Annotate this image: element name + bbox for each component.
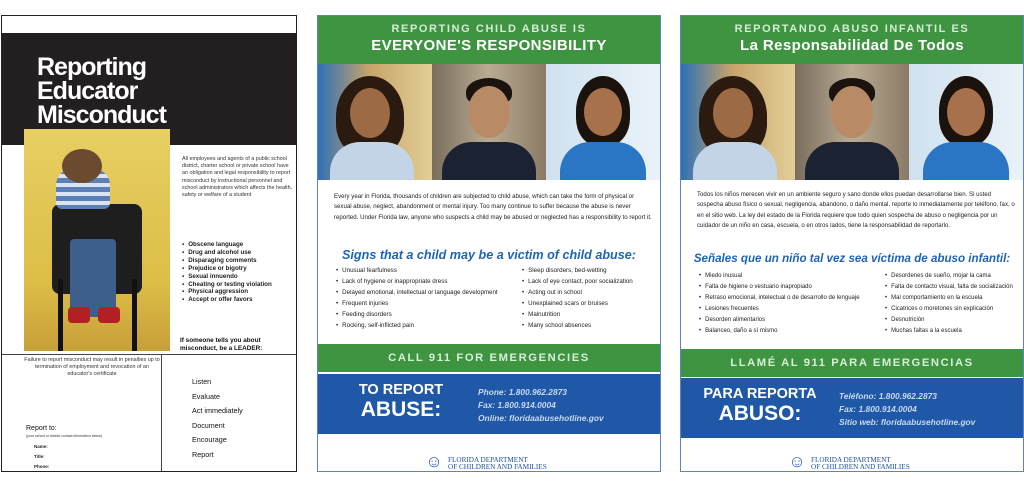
divider	[2, 354, 296, 355]
face-shape	[947, 88, 985, 136]
agency-name-line: OF CHILDREN AND FAMILIES	[811, 463, 910, 471]
list-item: ▪ Sexual innuendo	[182, 273, 272, 281]
header-title: EVERYONE'S RESPONSIBILITY	[371, 37, 607, 54]
leader-initial: L	[192, 377, 196, 386]
to-report-line: TO REPORT	[358, 382, 444, 398]
agency-logo	[681, 452, 1023, 472]
list-item: • Rocking, self-inflicted pain	[336, 321, 506, 332]
list-item: • Unexplained scars or bruises	[522, 299, 658, 310]
fax-number: Fax: 1.800.914.0004	[478, 400, 556, 410]
title-line: Misconduct	[37, 101, 166, 129]
leader-initial: R	[192, 449, 198, 459]
list-item: • Acting out in school	[522, 288, 658, 299]
agency-name-line: FLORIDA DEPARTMENT	[448, 456, 528, 464]
signs-list-left	[336, 266, 506, 331]
signs-heading: Signs that a child may be a victim of child abuse:	[342, 248, 636, 262]
list-item: • Retraso emocional, intelectual o de desarrollo de lenguaje	[699, 293, 879, 304]
list-item: • Delayed emotional, intellectual or language development	[336, 288, 506, 299]
to-report-heading	[326, 383, 476, 421]
to-report-line: PARA REPORTA	[703, 386, 817, 402]
leader-rest: eport	[197, 449, 214, 459]
signs-heading: Señales que un niño tal vez sea víctima de abuso infantil:	[693, 252, 1011, 265]
face-shape	[468, 86, 510, 138]
photo-woman-curly-hair	[681, 64, 795, 180]
header-title: La Responsabilidad De Todos	[740, 37, 964, 54]
list-item: • Lesiones frecuentes	[699, 304, 879, 315]
agency-name	[811, 457, 910, 471]
poster-title	[37, 55, 166, 127]
child-abuse-poster-spanish	[680, 15, 1024, 472]
phone-field-label: Phone:	[34, 464, 50, 469]
list-item: • Lack of hygiene or inappropriate dress	[336, 277, 506, 288]
emergency-banner: CALL 911 FOR EMERGENCIES	[318, 344, 660, 372]
title-line: Educator	[37, 77, 138, 105]
title-field-label: Title:	[34, 454, 45, 459]
leader-initial: E	[192, 435, 197, 444]
agency-name-line: OF CHILDREN AND FAMILIES	[448, 463, 547, 471]
list-item: • Falta de contacto visual, falta de socialización	[885, 282, 1023, 293]
educator-misconduct-poster	[1, 15, 297, 472]
shoe-shape	[98, 307, 120, 323]
header-supertitle: REPORTANDO ABUSO INFANTIL ES	[734, 23, 970, 35]
phone-number: Teléfono: 1.800.962.2873	[839, 391, 937, 401]
poster-header-band	[318, 16, 660, 64]
title-line: Reporting	[37, 53, 147, 81]
photo-nurse	[909, 64, 1023, 180]
family-figures-icon: ☺	[788, 452, 806, 471]
failure-note: Failure to report misconduct may result in penalties up to termination of employment and revocation of an educator's certificate	[24, 357, 160, 377]
misconduct-list	[182, 241, 272, 304]
face-shape	[713, 88, 753, 138]
torso-shape	[330, 142, 414, 180]
leader-acronym-list	[192, 375, 243, 462]
torso-shape	[805, 142, 899, 180]
fax-number: Fax: 1.800.914.0004	[839, 404, 917, 414]
to-report-heading	[685, 387, 835, 425]
leader-initial: D	[192, 420, 198, 430]
torso-shape	[693, 142, 777, 180]
signs-list-left	[699, 271, 879, 336]
face-shape	[350, 88, 390, 138]
leader-rest: isten	[196, 377, 212, 386]
list-item: ▪ Physical aggression	[182, 288, 272, 296]
online-address: Online: floridaabusehotline.gov	[478, 413, 604, 423]
photo-strip	[318, 64, 660, 180]
report-to-subtext: (your school or district contact information below)	[26, 434, 103, 438]
list-item: • Falta de higiene o vestuario inapropiado	[699, 282, 879, 293]
phone-number: Phone: 1.800.962.2873	[478, 387, 567, 397]
leader-rest: ct immediately	[196, 406, 243, 415]
header-supertitle: REPORTING CHILD ABUSE IS	[391, 23, 587, 35]
divider	[161, 354, 162, 472]
abuse-line: ABUSE:	[360, 398, 442, 421]
photo-strip	[681, 64, 1023, 180]
photo-police-officer	[432, 64, 546, 180]
list-item: ▪ Obscene language	[182, 241, 272, 249]
intro-paragraph: Todos los niños merecen vivir en un ambiente seguro y sano donde ellos puedan desarrollarse bien. Si usted sospecha abuso físico o sexual, negligencia, abandono, o daño mental, reporte lo inmediatamente por teléfono, fax, o en el sitio web. La ley del estado de la Florida requiere que todo quien sospecha de abuso o negligencia por un cuidador de un niño en casa, escuela, o en otros lados, tiene la responsabilidad de reportarlo.	[697, 191, 1015, 229]
leader-item	[192, 419, 243, 434]
photo-woman-curly-hair	[318, 64, 432, 180]
contact-details	[478, 386, 604, 425]
child-on-chair-photo	[24, 129, 170, 351]
report-contact-panel	[318, 374, 660, 434]
emergency-banner: LLAMÉ AL 911 PARA EMERGENCIAS	[681, 349, 1023, 377]
list-item: • Miedo inusual	[699, 271, 879, 282]
agency-logo	[318, 452, 660, 472]
list-item: • Balanceo, daño a sí mismo	[699, 326, 879, 337]
child-abuse-poster-english	[317, 15, 661, 472]
list-item: • Feeding disorders	[336, 310, 506, 321]
list-item: • Desordenes de sueño, mojar la cama	[885, 271, 1023, 282]
report-contact-panel	[681, 378, 1023, 438]
online-address: Sitio web: floridaabusehotline.gov	[839, 417, 976, 427]
list-item: ▪ Prejudice or bigotry	[182, 265, 272, 273]
list-item: • Cicatrices o moretones sin explicación	[885, 304, 1023, 315]
list-item: ▪ Drug and alcohol use	[182, 249, 272, 257]
list-item: • Mal comportamiento en la escuela	[885, 293, 1023, 304]
list-item: • Lack of eye contact, poor socialization	[522, 277, 658, 288]
signs-list-right	[885, 271, 1023, 336]
leader-rest: ocument	[197, 420, 225, 430]
photo-police-officer	[795, 64, 909, 180]
torso-shape	[560, 142, 646, 180]
leader-rest: ncourage	[196, 435, 227, 444]
child-head-shape	[62, 149, 102, 183]
signs-list-right	[522, 266, 658, 331]
abuse-line: ABUSO:	[718, 402, 802, 425]
name-field-label: Name:	[34, 444, 48, 449]
leader-rest: valuate	[196, 391, 220, 401]
leader-prompt: If someone tells you about misconduct, be a LEADER:	[180, 337, 263, 352]
list-item: • Sleep disorders, bed-wetting	[522, 266, 658, 277]
poster-header-band	[681, 16, 1023, 64]
chair-leg-shape	[58, 279, 63, 351]
list-item: • Many school absences	[522, 321, 658, 332]
list-item: ▪ Cheating or testing violation	[182, 281, 272, 289]
face-shape	[831, 86, 873, 138]
list-item: • Desorden alimentarios	[699, 315, 879, 326]
child-legs-shape	[70, 239, 116, 317]
torso-shape	[923, 142, 1009, 180]
agency-name-line: FLORIDA DEPARTMENT	[811, 456, 891, 464]
intro-paragraph: Every year in Florida, thousands of children are subjected to child abuse, which can take the form of physical or sexual abuse, neglect, abandonment or mental injury. Too many continue to suffer because the abuse is never reported. Under Florida law, anyone who suspects a child may be abused or neglected has a responsibility to report it.	[334, 193, 652, 221]
leader-item	[192, 390, 243, 405]
list-item: ▪ Accept or offer favors	[182, 296, 272, 304]
face-shape	[584, 88, 622, 136]
leader-item	[192, 375, 243, 390]
list-item: • Unusual fearfulness	[336, 266, 506, 277]
photo-nurse	[546, 64, 660, 180]
leader-item	[192, 404, 243, 419]
list-item: • Muchas faltas a la escuela	[885, 326, 1023, 337]
family-figures-icon: ☺	[425, 452, 443, 471]
shoe-shape	[68, 307, 90, 323]
contact-details	[839, 390, 975, 429]
leader-initial: A	[192, 406, 197, 415]
obligation-text: All employees and agents of a public school district, charter school or private school have an obligation and legal responsibility to report misconduct by instructional personnel and school administrators which affects the health, safety or welfare of a student	[182, 156, 293, 199]
chair-leg-shape	[132, 279, 137, 351]
list-item: • Desnutrición	[885, 315, 1023, 326]
report-to-label: Report to:	[26, 425, 57, 432]
agency-name	[448, 457, 547, 471]
torso-shape	[442, 142, 536, 180]
leader-item	[192, 448, 243, 463]
leader-item	[192, 433, 243, 448]
leader-initial: E	[192, 391, 197, 401]
list-item: • Frequent injuries	[336, 299, 506, 310]
list-item: ▪ Disparaging comments	[182, 257, 272, 265]
list-item: • Malnutrition	[522, 310, 658, 321]
